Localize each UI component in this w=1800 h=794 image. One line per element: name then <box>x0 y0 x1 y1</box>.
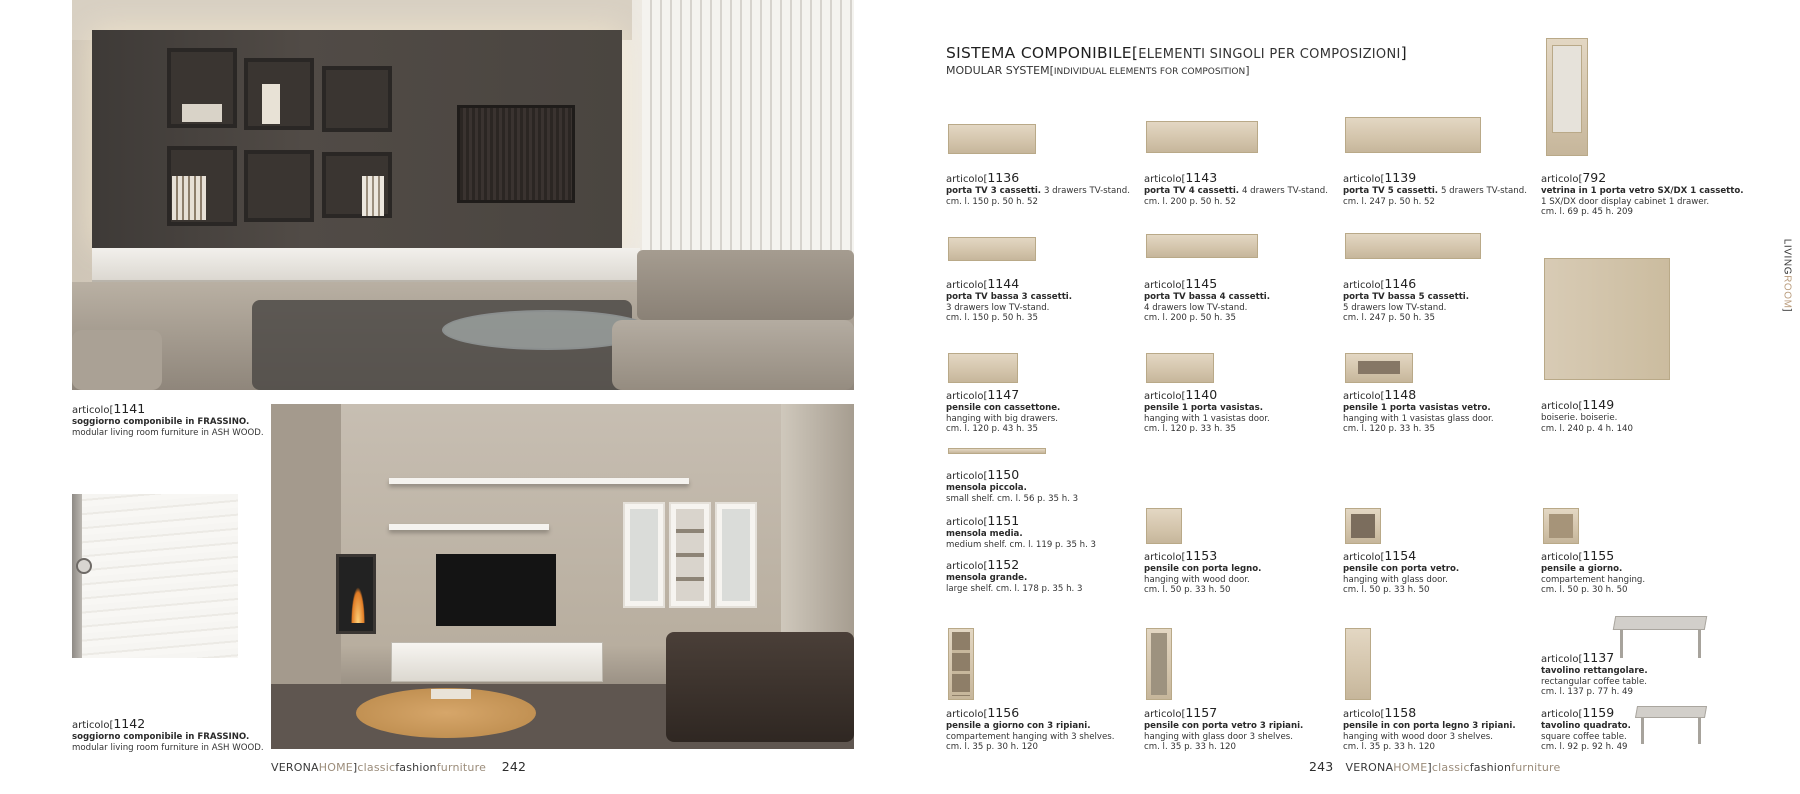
article-label: articolo <box>946 709 984 720</box>
article-code: 1145 <box>1185 276 1218 291</box>
article-label: articolo <box>1144 709 1182 720</box>
page-number-right: 243 <box>1309 759 1334 774</box>
caption-1157: articolo[1157 pensile con porta vetro 3 ripiani. hanging with glass door 3 shelves. cm. l. 35 p. 33 h. 120 <box>1144 705 1304 752</box>
caption-792: articolo[792 vetrina in 1 porta vetro SX/DX 1 cassetto. 1 SX/DX door display cabinet 1 drawer. cm. l. 69 p. 45 h. 209 <box>1541 170 1744 217</box>
low-tv-stand-1146-image <box>1345 233 1481 259</box>
article-code: 1154 <box>1384 548 1417 563</box>
brand-furniture: furniture <box>436 761 487 774</box>
living-room-photo-top <box>72 0 854 390</box>
article-code: 792 <box>1582 170 1607 185</box>
article-code: 1149 <box>1582 397 1615 412</box>
article-it: pensile con porta legno. <box>1144 564 1262 574</box>
article-label: articolo <box>946 174 984 185</box>
article-dim: cm. l. 200 p. 50 h. 35 <box>1144 313 1236 323</box>
article-code: 1158 <box>1384 705 1417 720</box>
hanging-1140-image <box>1146 353 1214 383</box>
article-label: articolo <box>1541 401 1579 412</box>
article-it: porta TV bassa 5 cassetti. <box>1343 292 1470 302</box>
window-blinds <box>642 0 854 280</box>
article-label: articolo <box>1144 174 1182 185</box>
white-low-unit <box>92 248 640 282</box>
low-tv-stand-1144-image <box>948 237 1036 261</box>
article-label: articolo <box>1144 280 1182 291</box>
subtitle-sub: INDIVIDUAL ELEMENTS FOR COMPOSITION <box>1053 67 1246 77</box>
hanging-1157-image <box>1146 628 1172 700</box>
brand-verona: VERONA <box>271 761 319 774</box>
article-dim: cm. l. 240 p. 4 h. 140 <box>1541 423 1633 434</box>
caption-1152: articolo[1152 mensola grande. large shelf. cm. l. 178 p. 35 h. 3 <box>946 557 1083 594</box>
article-en: 3 drawers TV-stand. <box>1043 186 1130 196</box>
article-code: 1147 <box>987 387 1020 402</box>
article-dim: cm. l. 200 p. 50 h. 52 <box>1144 196 1236 207</box>
article-it: porta TV 3 cassetti. <box>946 186 1042 196</box>
article-en: 1 SX/DX door display cabinet 1 drawer. <box>1541 196 1710 207</box>
caption-1153: articolo[1153 pensile con porta legno. hanging with wood door. cm. l. 50 p. 33 h. 50 <box>1144 548 1262 595</box>
article-it: pensile con cassettone. <box>946 403 1061 413</box>
article-en: square coffee table. <box>1541 731 1627 742</box>
article-en: 4 drawers low TV-stand. <box>1144 302 1248 313</box>
article-code: 1136 <box>987 170 1020 185</box>
article-code: 1143 <box>1185 170 1218 185</box>
article-en: hanging with glass door 3 shelves. <box>1144 731 1294 742</box>
display-cabinet-792-image <box>1546 38 1588 156</box>
article-it: soggiorno componibile in FRASSINO. <box>72 732 250 742</box>
article-code: 1150 <box>987 467 1020 482</box>
article-label: articolo <box>1343 391 1381 402</box>
article-code: 1140 <box>1185 387 1218 402</box>
article-it: porta TV bassa 4 cassetti. <box>1144 292 1271 302</box>
article-dim: cm. l. 120 p. 43 h. 35 <box>946 424 1038 434</box>
brand-verona: VERONA <box>1345 761 1394 774</box>
article-label: articolo <box>1343 709 1381 720</box>
article-label: articolo <box>1343 552 1381 563</box>
article-label: articolo <box>1541 174 1579 185</box>
article-dim: cm. l. 69 p. 45 h. 209 <box>1541 207 1633 217</box>
footer-left: VERONAHOME]classicfashionfurniture 242 <box>271 759 527 774</box>
side-label-living: LIVING <box>1781 238 1792 276</box>
article-dim: cm. l. 92 p. 92 h. 49 <box>1541 742 1628 752</box>
article-label: articolo <box>1343 174 1381 185</box>
caption-1142: articolo[1142 soggiorno componibile in FRASSINO. modular living room furniture in ASH WOOD. <box>72 716 264 753</box>
article-en: modular living room furniture in ASH WOOD. <box>72 742 264 753</box>
article-dim: cm. l. 150 p. 50 h. 52 <box>946 196 1038 207</box>
caption-1159: articolo[1159 tavolino quadrato. square coffee table. cm. l. 92 p. 92 h. 49 <box>1541 705 1631 752</box>
caption-1137: articolo[1137 tavolino rettangolare. rectangular coffee table. cm. l. 137 p. 77 h. 49 <box>1541 650 1648 697</box>
title-main: SISTEMA COMPONIBILE <box>946 44 1132 62</box>
brand-fashion: fashion <box>1469 761 1512 774</box>
article-en: 5 drawers TV-stand. <box>1440 186 1527 196</box>
ash-wood-swatch <box>72 494 238 658</box>
low-tv-stand-1145-image <box>1146 234 1258 258</box>
glass-cabinet <box>623 502 665 608</box>
tv-stand-1136-image <box>948 124 1036 154</box>
article-it: tavolino quadrato. <box>1541 721 1631 731</box>
article-code: 1148 <box>1384 387 1417 402</box>
caption-1147: articolo[1147 pensile con cassettone. hanging with big drawers. cm. l. 120 p. 43 h. 35 <box>946 387 1061 434</box>
brand-furniture: furniture <box>1511 761 1561 774</box>
article-dim: cm. l. 150 p. 50 h. 35 <box>946 313 1038 323</box>
subtitle-main: MODULAR SYSTEM <box>946 64 1050 77</box>
white-tv-unit <box>391 642 603 682</box>
article-code: 1159 <box>1582 705 1615 720</box>
tv-screen <box>457 105 575 203</box>
brand-fashion: fashion <box>395 761 437 774</box>
article-en: 4 drawers TV-stand. <box>1241 186 1328 196</box>
brand-classic: classic <box>357 761 396 774</box>
living-room-photo-bottom <box>271 404 854 749</box>
brand-classic: classic <box>1431 761 1470 774</box>
article-label: articolo <box>1144 552 1182 563</box>
flower-ornament-icon <box>76 558 92 574</box>
leather-sofa <box>666 632 854 742</box>
article-label: articolo <box>946 517 984 528</box>
article-label: articolo <box>72 405 110 416</box>
article-dim: cm. l. 35 p. 33 h. 120 <box>1144 742 1236 752</box>
article-it: porta TV 4 cassetti. <box>1144 186 1240 196</box>
caption-1136: articolo[1136 porta TV 3 cassetti. 3 drawers TV-stand. cm. l. 150 p. 50 h. 52 <box>946 170 1130 207</box>
article-it: mensola media. <box>946 529 1023 539</box>
article-code: 1155 <box>1582 548 1615 563</box>
article-dim: cm. l. 120 p. 33 h. 35 <box>1144 424 1236 434</box>
article-en: hanging with 1 vasistas glass door. <box>1343 413 1494 424</box>
article-label: articolo <box>946 471 984 482</box>
caption-1143: articolo[1143 porta TV 4 cassetti. 4 drawers TV-stand. cm. l. 200 p. 50 h. 52 <box>1144 170 1328 207</box>
article-code: 1156 <box>987 705 1020 720</box>
caption-1140: articolo[1140 pensile 1 porta vasistas. hanging with 1 vasistas door. cm. l. 120 p. 33 h. 35 <box>1144 387 1270 434</box>
caption-1141: articolo[1141 soggiorno componibile in FRASSINO. modular living room furniture in ASH WOOD. <box>72 401 264 438</box>
article-code: 1144 <box>987 276 1020 291</box>
fireplace <box>336 554 376 634</box>
caption-1158: articolo[1158 pensile in con porta legno 3 ripiani. hanging with wood door 3 shelves. cm. l. 35 p. 33 h. 120 <box>1343 705 1516 752</box>
title-sub: ELEMENTI SINGOLI PER COMPOSIZIONI <box>1138 47 1401 62</box>
caption-1148: articolo[1148 pensile 1 porta vasistas vetro. hanging with 1 vasistas glass door. cm. l. 120 p. 33 h. 35 <box>1343 387 1494 434</box>
coffee-table-1159-image <box>1636 706 1706 746</box>
article-en: 5 drawers low TV-stand. <box>1343 302 1447 313</box>
tv-screen <box>436 554 556 626</box>
article-label: articolo <box>1144 391 1182 402</box>
article-en: modular living room furniture in ASH WOOD. <box>72 427 264 438</box>
caption-1156: articolo[1156 pensile a giorno con 3 ripiani. compartement hanging with 3 shelves. cm. l. 35 p. 30 h. 120 <box>946 705 1115 752</box>
boiserie-1149-image <box>1544 258 1670 380</box>
article-en: hanging with 1 vasistas door. <box>1144 413 1270 424</box>
hanging-1147-image <box>948 353 1018 383</box>
article-en: hanging with big drawers. <box>946 413 1058 424</box>
article-en: 3 drawers low TV-stand. <box>946 302 1050 313</box>
article-dim: cm. l. 50 p. 33 h. 50 <box>1343 585 1430 595</box>
caption-1150: articolo[1150 mensola piccola. small shelf. cm. l. 56 p. 35 h. 3 <box>946 467 1079 504</box>
article-label: articolo <box>72 720 110 731</box>
article-code: 1151 <box>987 513 1020 528</box>
side-label-room: ROOM <box>1781 275 1792 309</box>
caption-1144: articolo[1144 porta TV bassa 3 cassetti. 3 drawers low TV-stand. cm. l. 150 p. 50 h. 35 <box>946 276 1073 323</box>
article-it: pensile 1 porta vasistas. <box>1144 403 1263 413</box>
article-it: pensile a giorno. <box>1541 564 1623 574</box>
article-it: pensile in con porta legno 3 ripiani. <box>1343 721 1516 731</box>
article-code: 1152 <box>987 557 1020 572</box>
article-label: articolo <box>1541 552 1579 563</box>
article-en: hanging with glass door. <box>1343 574 1448 585</box>
article-label: articolo <box>1541 654 1579 665</box>
article-dim: cm. l. 120 p. 33 h. 35 <box>1343 424 1435 434</box>
hanging-1155-image <box>1543 508 1579 544</box>
shelf-1150-image <box>948 448 1046 454</box>
article-it: porta TV 5 cassetti. <box>1343 186 1439 196</box>
article-en: compartement hanging with 3 shelves. <box>946 731 1115 742</box>
article-label: articolo <box>1541 709 1579 720</box>
footer-right: 243 VERONAHOME]classicfashionfurniture <box>1309 759 1561 774</box>
article-label: articolo <box>1343 280 1381 291</box>
article-en: hanging with wood door 3 shelves. <box>1343 731 1493 742</box>
article-code: 1142 <box>113 716 146 731</box>
hanging-1158-image <box>1345 628 1371 700</box>
article-code: 1139 <box>1384 170 1417 185</box>
caption-1149: articolo[1149 boiserie. boiserie. cm. l. 240 p. 4 h. 140 <box>1541 397 1633 434</box>
article-dim: cm. l. 247 p. 50 h. 52 <box>1343 196 1435 207</box>
brand-home: HOME <box>318 761 353 774</box>
article-en: boiserie. boiserie. <box>1541 413 1618 423</box>
article-en: large shelf. cm. l. 178 p. 35 h. 3 <box>946 583 1083 594</box>
article-dim: cm. l. 50 p. 33 h. 50 <box>1144 585 1231 595</box>
hanging-1156-image <box>948 628 974 700</box>
article-it: soggiorno componibile in FRASSINO. <box>72 417 250 427</box>
caption-1139: articolo[1139 porta TV 5 cassetti. 5 drawers TV-stand. cm. l. 247 p. 50 h. 52 <box>1343 170 1527 207</box>
article-code: 1153 <box>1185 548 1218 563</box>
article-en: medium shelf. cm. l. 119 p. 35 h. 3 <box>946 539 1097 550</box>
article-code: 1137 <box>1582 650 1615 665</box>
article-it: porta TV bassa 3 cassetti. <box>946 292 1073 302</box>
article-en: hanging with wood door. <box>1144 574 1250 585</box>
hanging-1148-image <box>1345 353 1413 383</box>
article-en: compartement hanging. <box>1541 574 1646 585</box>
article-dim: cm. l. 35 p. 30 h. 120 <box>946 742 1038 752</box>
article-code: 1157 <box>1185 705 1218 720</box>
caption-1155: articolo[1155 pensile a giorno. compartement hanging. cm. l. 50 p. 30 h. 50 <box>1541 548 1646 595</box>
article-code: 1141 <box>113 401 146 416</box>
hanging-1153-image <box>1146 508 1182 544</box>
brand-home: HOME <box>1393 761 1428 774</box>
article-dim: cm. l. 137 p. 77 h. 49 <box>1541 687 1633 697</box>
caption-1154: articolo[1154 pensile con porta vetro. hanging with glass door. cm. l. 50 p. 33 h. 50 <box>1343 548 1460 595</box>
article-en: rectangular coffee table. <box>1541 676 1647 687</box>
hanging-1154-image <box>1345 508 1381 544</box>
article-it: pensile con porta vetro 3 ripiani. <box>1144 721 1304 731</box>
tv-stand-1139-image <box>1345 117 1481 153</box>
sofa <box>637 250 854 320</box>
article-label: articolo <box>946 280 984 291</box>
caption-1146: articolo[1146 porta TV bassa 5 cassetti. 5 drawers low TV-stand. cm. l. 247 p. 50 h. 35 <box>1343 276 1470 323</box>
caption-1151: articolo[1151 mensola media. medium shelf. cm. l. 119 p. 35 h. 3 <box>946 513 1097 550</box>
article-en: small shelf. cm. l. 56 p. 35 h. 3 <box>946 493 1079 504</box>
article-it: pensile con porta vetro. <box>1343 564 1460 574</box>
section-title: SISTEMA COMPONIBILE[ELEMENTI SINGOLI PER COMPOSIZIONI] <box>946 44 1407 62</box>
article-it: pensile a giorno con 3 ripiani. <box>946 721 1091 731</box>
article-it: vetrina in 1 porta vetro SX/DX 1 cassetto. <box>1541 186 1744 196</box>
article-it: mensola piccola. <box>946 483 1027 493</box>
tv-stand-1143-image <box>1146 121 1258 153</box>
page-number-left: 242 <box>501 759 527 774</box>
article-dim: cm. l. 50 p. 30 h. 50 <box>1541 585 1628 595</box>
article-it: tavolino rettangolare. <box>1541 666 1648 676</box>
article-label: articolo <box>946 391 984 402</box>
article-dim: cm. l. 35 p. 33 h. 120 <box>1343 742 1435 752</box>
article-dim: cm. l. 247 p. 50 h. 35 <box>1343 313 1435 323</box>
caption-1145: articolo[1145 porta TV bassa 4 cassetti. 4 drawers low TV-stand. cm. l. 200 p. 50 h. 35 <box>1144 276 1271 323</box>
side-tab-living-room: LIVINGROOM] <box>1781 238 1792 312</box>
section-subtitle: MODULAR SYSTEM[INDIVIDUAL ELEMENTS FOR COMPOSITION] <box>946 64 1250 77</box>
article-code: 1146 <box>1384 276 1417 291</box>
article-it: mensola grande. <box>946 573 1028 583</box>
article-it: pensile 1 porta vasistas vetro. <box>1343 403 1491 413</box>
article-label: articolo <box>946 561 984 572</box>
